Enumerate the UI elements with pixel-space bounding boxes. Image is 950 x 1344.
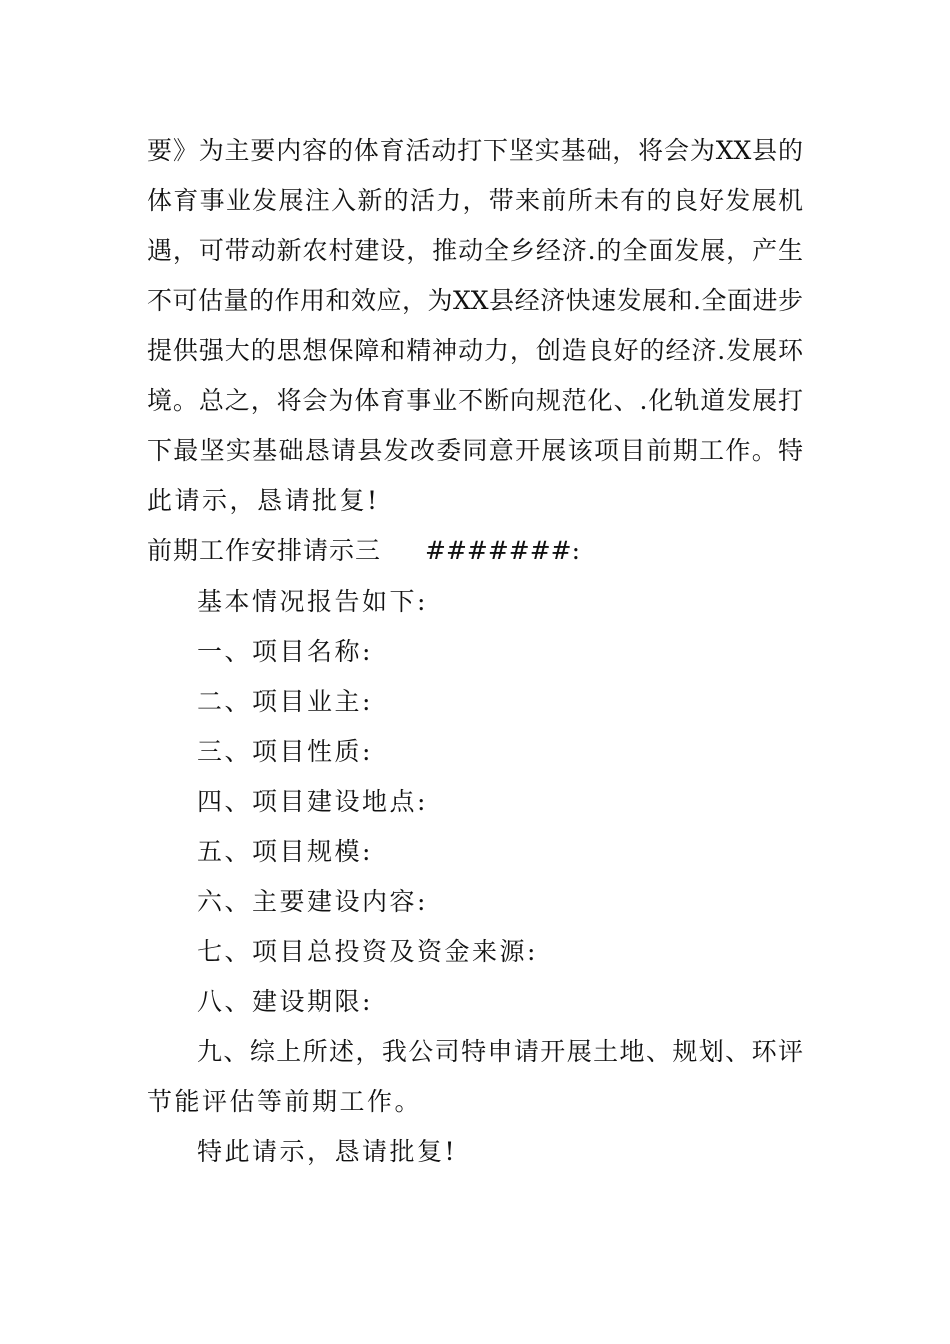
- list-item: 二、项目业主:: [197, 687, 373, 716]
- list-item-continuation: 节能评估等前期工作。: [147, 1087, 423, 1116]
- list-item: 四、项目建设地点:: [197, 787, 428, 816]
- paragraph-line: 遇，可带动新农村建设，推动全乡经济.的全面发展，产生: [147, 236, 803, 265]
- paragraph-line: 境。总之，将会为体育事业不断向规范化、.化轨道发展打: [147, 386, 803, 415]
- paragraph-line: 此请示，恳请批复!: [147, 486, 380, 515]
- list-item: 一、项目名称:: [197, 637, 373, 666]
- list-item: 八、建设期限:: [197, 987, 373, 1016]
- list-item: 三、项目性质:: [197, 737, 373, 766]
- paragraph-line: 提供强大的思想保障和精神动力，创造良好的经济.发展环: [147, 336, 803, 365]
- paragraph-line: 不可估量的作用和效应，为XX县经济快速发展和.全面进步: [147, 286, 803, 315]
- list-item: 五、项目规模:: [197, 837, 373, 866]
- paragraph-line: 体育事业发展注入新的活力，带来前所未有的良好发展机: [147, 186, 803, 215]
- list-item: 九、综上所述，我公司特申请开展土地、规划、环评: [197, 1037, 803, 1066]
- list-item: 七、项目总投资及资金来源:: [197, 937, 538, 966]
- paragraph-line: 下最坚实基础恳请县发改委同意开展该项目前期工作。特: [147, 436, 803, 465]
- section-title: 前期工作安排请示三: [147, 536, 382, 565]
- intro-line: 基本情况报告如下:: [197, 587, 428, 616]
- paragraph-line: 要》为主要内容的体育活动打下坚实基础，将会为XX县的: [147, 136, 803, 165]
- section-code: #######:: [425, 536, 581, 565]
- closing-line: 特此请示，恳请批复!: [197, 1137, 458, 1166]
- list-item: 六、主要建设内容:: [197, 887, 428, 916]
